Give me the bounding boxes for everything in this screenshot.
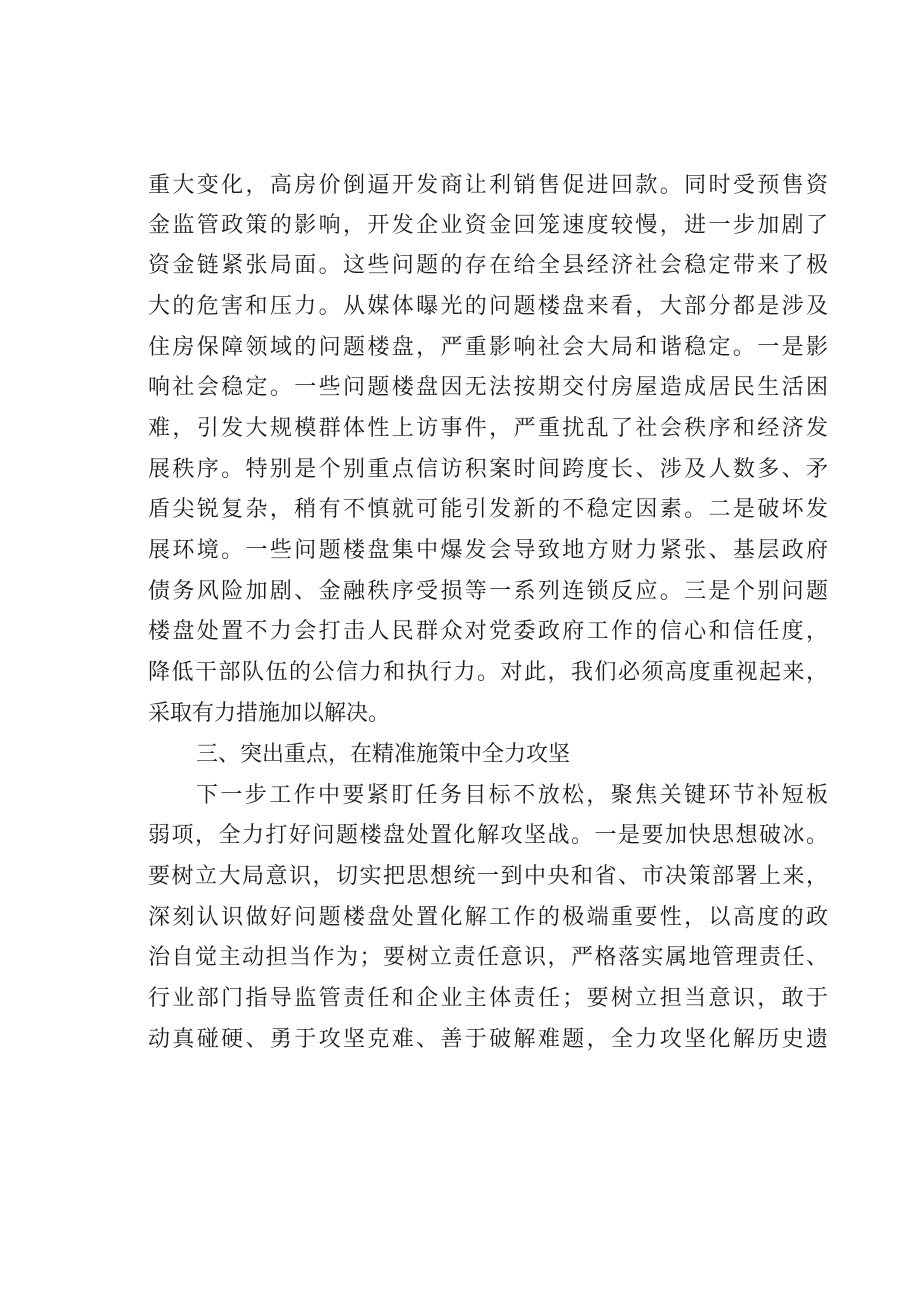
body-text-line: 资金链紧张局面。这些问题的存在给全县经济社会稳定带来了极	[148, 253, 828, 278]
body-text-line: 展环境。一些问题楼盘集中爆发会导致地方财力紧张、基层政府	[148, 538, 828, 563]
body-text-line: 深刻认识做好问题楼盘处置化解工作的极端重要性，以高度的政	[148, 905, 828, 930]
body-text-line: 住房保障领域的问题楼盘，严重影响社会大局和谐稳定。一是影	[148, 335, 828, 360]
body-text-line: 采取有力措施加以解决。	[148, 701, 391, 726]
body-text-line: 响社会稳定。一些问题楼盘因无法按期交付房屋造成居民生活困	[148, 375, 828, 400]
body-text-line: 大的危害和压力。从媒体曝光的问题楼盘来看，大部分都是涉及	[148, 294, 828, 319]
body-text-line: 要树立大局意识，切实把思想统一到中央和省、市决策部署上来，	[148, 864, 828, 889]
body-text-line: 盾尖锐复杂，稍有不慎就可能引发新的不稳定因素。二是破坏发	[148, 497, 828, 522]
body-text-line: 治自觉主动担当作为；要树立责任意识，严格落实属地管理责任、	[148, 945, 828, 970]
body-text-line: 重大变化，高房价倒逼开发商让利销售促进回款。同时受预售资	[148, 173, 828, 198]
body-text-line: 行业部门指导监管责任和企业主体责任；要树立担当意识，敢于	[148, 986, 828, 1011]
body-text-line: 难，引发大规模群体性上访事件，严重扰乱了社会秩序和经济发	[148, 416, 828, 441]
body-text-line: 降低干部队伍的公信力和执行力。对此，我们必须高度重视起来，	[148, 660, 828, 685]
body-text-line: 弱项，全力打好问题楼盘处置化解攻坚战。一是要加快思想破冰。	[148, 823, 828, 848]
body-text-line: 展秩序。特别是个别重点信访积案时间跨度长、涉及人数多、矛	[148, 457, 828, 482]
body-text-line: 债务风险加剧、金融秩序受损等一系列连锁反应。三是个别问题	[148, 579, 828, 604]
paragraph-first-line: 下一步工作中要紧盯任务目标不放松，聚焦关键环节补短板	[196, 783, 828, 808]
body-text-line: 金监管政策的影响，开发企业资金回笼速度较慢，进一步加剧了	[148, 213, 828, 238]
body-text-line: 动真碰硬、勇于攻坚克难、善于破解难题，全力攻坚化解历史遗	[148, 1027, 828, 1052]
section-heading: 三、突出重点，在精准施策中全力攻坚	[196, 742, 571, 767]
body-text-line: 楼盘处置不力会打击人民群众对党委政府工作的信心和信任度，	[148, 619, 828, 644]
